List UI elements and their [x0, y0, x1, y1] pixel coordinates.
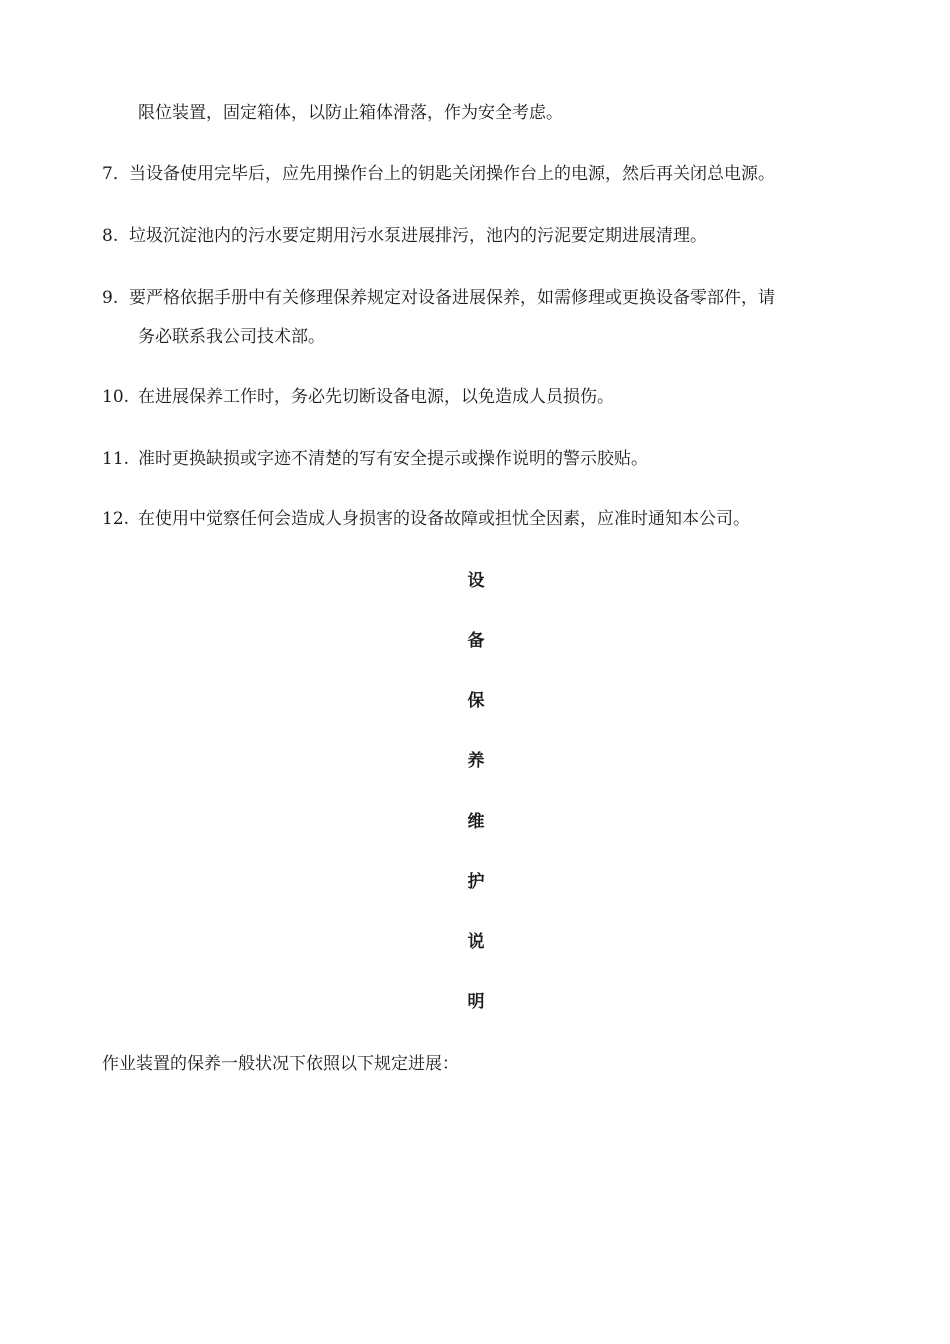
heading-char: 设 [467, 571, 485, 591]
list-item-text: 在进展保养工作时，务必先切断设备电源，以免造成人员损伤。 [138, 387, 614, 407]
list-item-text: 要严格依据手册中有关修理保养规定对设备进展保养，如需修理或更换设备零部件，请 [129, 288, 775, 308]
list-item-number: 8. [102, 226, 119, 246]
list-item-number: 9. [102, 288, 119, 308]
closing-text: 作业装置的保养一般状况下依照以下规定进展： [102, 1054, 459, 1074]
closing-line [102, 1053, 459, 1075]
heading-char: 养 [467, 751, 485, 771]
list-item-text: 垃圾沉淀池内的污水要定期用污水泵进展排污，池内的污泥要定期进展清理。 [129, 226, 707, 246]
list-item-9-continuation [138, 326, 325, 348]
list-item-9 [102, 287, 775, 309]
list-item-7 [102, 163, 775, 185]
heading-char: 护 [467, 872, 485, 892]
list-item-text: 务必联系我公司技术部。 [138, 327, 325, 347]
list-item-12 [102, 508, 750, 530]
list-item-number: 12. [102, 509, 130, 529]
list-item-number: 10. [102, 387, 130, 407]
list-item-text: 当设备使用完毕后，应先用操作台上的钥匙关闭操作台上的电源，然后再关闭总电源。 [129, 164, 775, 184]
heading-char: 保 [467, 691, 485, 711]
heading-char: 说 [467, 932, 485, 952]
continuation-text: 限位装置，固定箱体，以防止箱体滑落，作为安全考虑。 [138, 103, 563, 123]
list-item-text: 在使用中觉察任何会造成人身损害的设备故障或担忧全因素，应准时通知本公司。 [138, 509, 750, 529]
list-item-number: 7． [102, 164, 130, 184]
heading-char: 备 [467, 631, 485, 651]
heading-char: 明 [467, 992, 485, 1012]
continuation-line [138, 102, 563, 124]
list-item-text: 准时更换缺损或字迹不清楚的写有安全提示或操作说明的警示胶贴。 [138, 449, 648, 469]
list-item-11 [102, 448, 648, 470]
list-item-8 [102, 225, 707, 247]
list-item-number: 11. [102, 449, 130, 469]
heading-char: 维 [467, 812, 485, 832]
list-item-10 [102, 386, 614, 408]
